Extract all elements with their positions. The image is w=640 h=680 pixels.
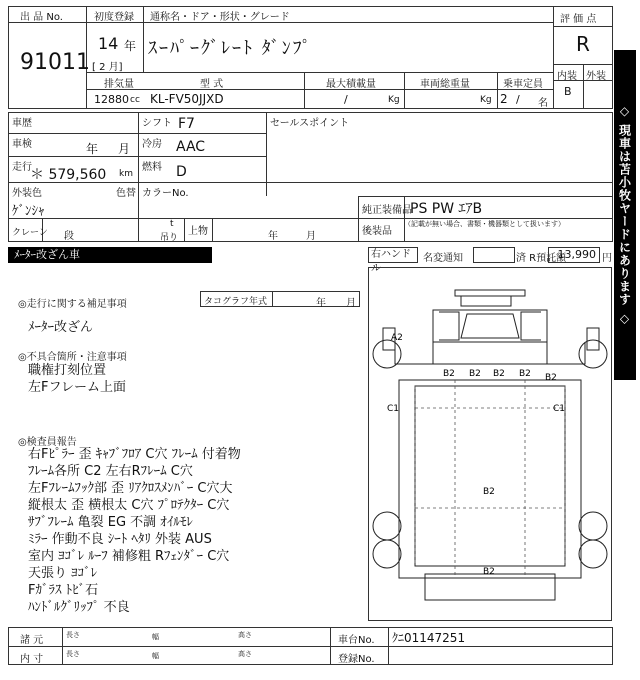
tacho-month-unit: 月 bbox=[346, 298, 356, 309]
displacement-unit: cc bbox=[130, 95, 140, 105]
inspector-line: 左Fﾌﾚｰﾑﾌｯｸ部 歪 ﾘｱｸﾛｽﾒﾝﾊﾞｰ C穴大 bbox=[28, 481, 233, 496]
crane-label: クレーン bbox=[12, 228, 48, 238]
width-label: 幅 bbox=[152, 652, 159, 660]
inspector-title: ◎検査員報告 bbox=[18, 437, 77, 448]
exterior-label: 外装 bbox=[586, 71, 606, 82]
max-load-unit: Kg bbox=[388, 95, 400, 105]
history-label: 車歴 bbox=[12, 118, 32, 129]
equipment-label: 純正装備品 bbox=[362, 205, 412, 216]
gross-weight-label: 車両総重量 bbox=[420, 79, 470, 90]
location-banner-text: ◇ 現車は苫小牧ヤードにあります ◇ bbox=[617, 103, 632, 327]
ac-value: AAC bbox=[176, 139, 206, 155]
defect-title: ◎不具合箇所・注意事項 bbox=[18, 352, 127, 363]
inspector-line: 右Fﾋﾟﾗｰ 歪 ｷｬﾌﾞﾌﾛｱ C穴 ﾌﾚｰﾑ 付着物 bbox=[28, 447, 241, 462]
tacho-label: タコグラフ年式 bbox=[204, 297, 268, 307]
ext-color-value: ｹﾞﾝｼｬ bbox=[12, 204, 45, 219]
first-reg-month: [ 2 月] bbox=[92, 62, 123, 73]
diagram-mark-c1: C1 bbox=[387, 404, 400, 414]
year-unit: 年 bbox=[124, 39, 137, 53]
tax-unit: 円 bbox=[602, 253, 612, 264]
chassis-no: ｸﾆ01147251 bbox=[392, 631, 466, 645]
displacement-value: 12880 bbox=[94, 93, 129, 106]
interior-dims-label: 内 寸 bbox=[20, 654, 44, 665]
right-hand-badge: 右ハンドル bbox=[368, 247, 418, 263]
diagram-mark-b2: B2 bbox=[483, 487, 495, 497]
crane-hanging: 吊り bbox=[160, 233, 179, 243]
diagram-mark-b2: B2 bbox=[519, 369, 531, 379]
model-label: 型 式 bbox=[200, 79, 224, 90]
diagram-mark-b2: B2 bbox=[443, 369, 455, 379]
color-change-label: 色替 bbox=[116, 188, 136, 199]
fuel-value: D bbox=[176, 164, 187, 180]
fuel-label: 燃料 bbox=[142, 162, 162, 173]
ac-label: 冷房 bbox=[142, 139, 162, 150]
color-no-label: カラーNo. bbox=[142, 188, 189, 199]
inspector-line: 室内 ﾖｺﾞﾚ ﾙｰﾌ 補修粗 Rﾌｪﾝﾀﾞｰ C穴 bbox=[28, 549, 230, 564]
grade-value: R bbox=[576, 32, 590, 56]
mileage-label: 走行 bbox=[12, 162, 32, 173]
interior-grade: B bbox=[564, 85, 572, 98]
upper-label: 上物 bbox=[188, 226, 208, 237]
height-label: 高さ bbox=[238, 631, 252, 639]
inspector-line: ﾊﾝﾄﾞﾙｸﾞﾘｯﾌﾟ 不良 bbox=[28, 600, 130, 615]
defect-line: 職権打刻位置 bbox=[28, 363, 107, 378]
defect-lines bbox=[28, 362, 126, 396]
diagram-mark-b2: B2 bbox=[493, 369, 505, 379]
inspector-line: ﾌﾚｰﾑ各所 C2 左右Rﾌﾚｰﾑ C穴 bbox=[28, 464, 193, 479]
tax-label: 済 R預託額 bbox=[516, 253, 567, 264]
first-reg-label: 初度登録 bbox=[94, 12, 134, 23]
gross-weight-unit: Kg bbox=[480, 95, 492, 105]
diagram-mark-b2: B2 bbox=[545, 373, 557, 383]
name-label: 通称名・ドア・形状・グレード bbox=[150, 12, 290, 23]
shift-label: シフト bbox=[142, 118, 172, 129]
upper-year-unit: 年 bbox=[268, 231, 278, 242]
length-label: 長さ bbox=[66, 631, 80, 639]
capacity-unit: 名 bbox=[538, 98, 548, 109]
diagram-mark-b2: B2 bbox=[469, 369, 481, 379]
diagram-mark-c1: C1 bbox=[553, 404, 566, 414]
model-value: KL-FV50JJXD bbox=[150, 92, 224, 106]
odometer-warning: ﾒｰﾀｰ改ざん車 bbox=[8, 247, 212, 263]
inspector-line: ｻﾌﾞﾌﾚｰﾑ 亀裂 EG 不調 ｵｲﾙﾓﾚ bbox=[28, 515, 193, 530]
diagram-mark-b2: B2 bbox=[483, 567, 495, 577]
truck-outline bbox=[369, 268, 611, 620]
inspector-lines bbox=[28, 446, 241, 616]
name-change-label: 名変通知 bbox=[423, 253, 463, 264]
length-label: 長さ bbox=[66, 650, 80, 658]
max-load-value: / bbox=[344, 93, 348, 106]
crane-stage-unit: 段 bbox=[64, 231, 74, 242]
inspection-label: 車検 bbox=[12, 139, 32, 150]
location-banner bbox=[614, 50, 636, 380]
inspector-line: 縦根太 歪 横根太 C穴 ﾌﾟﾛﾃｸﾀｰ C穴 bbox=[28, 498, 230, 513]
defect-line: 左Fフレーム上面 bbox=[28, 380, 126, 395]
capacity-value: 2 bbox=[500, 92, 508, 106]
inspection-year-unit: 年 bbox=[86, 142, 99, 156]
aftermarket-note: （記載が無い場合、書類・機器類として扱います） bbox=[404, 220, 565, 228]
height-label: 高さ bbox=[238, 650, 252, 658]
inspector-line: ﾐﾗｰ 作動不良 ｼｰﾄ ﾍﾀﾘ 外装 AUS bbox=[28, 532, 212, 547]
driving-notes-text: ﾒｰﾀｰ改ざん bbox=[28, 320, 94, 335]
car-name: ｽｰﾊﾟｰｸﾞﾚｰﾄ ﾀﾞﾝﾌﾟ bbox=[148, 38, 313, 59]
reg-label: 登録No. bbox=[338, 654, 375, 665]
interior-label: 内装 bbox=[557, 71, 577, 82]
ext-color-label: 外装色 bbox=[12, 188, 42, 199]
mileage-value: ＊ 579,560 bbox=[30, 167, 107, 183]
mileage-unit: km bbox=[119, 169, 133, 179]
driving-notes-title: ◎走行に関する補足事項 bbox=[18, 299, 127, 310]
selling-points-label: セールスポイント bbox=[270, 118, 350, 129]
aftermarket-label: 後装品 bbox=[362, 226, 392, 237]
inspection-month-unit: 月 bbox=[118, 142, 131, 156]
displacement-label: 排気量 bbox=[104, 79, 134, 90]
shift-value: F7 bbox=[178, 116, 195, 132]
capacity-sep: / bbox=[516, 93, 520, 106]
max-load-label: 最大積載量 bbox=[326, 79, 376, 90]
lot-label: 出 品 No. bbox=[20, 12, 63, 23]
tax-value: 13,990 bbox=[548, 247, 600, 263]
lot-number: 91011 bbox=[20, 50, 90, 75]
grade-label: 評 価 点 bbox=[560, 14, 597, 25]
equipment-value: PS PW ｴｱB bbox=[410, 201, 483, 217]
width-label: 幅 bbox=[152, 633, 159, 641]
capacity-label: 乗車定員 bbox=[503, 79, 543, 90]
crane-ton-unit: t bbox=[170, 219, 174, 229]
inspector-line: 天張り ﾖｺﾞﾚ bbox=[28, 566, 98, 581]
chassis-label: 車台No. bbox=[338, 635, 375, 646]
truck-diagram bbox=[368, 267, 612, 621]
dims-label: 諸 元 bbox=[20, 635, 44, 646]
first-reg-year: 14 bbox=[98, 34, 119, 53]
tacho-year-unit: 年 bbox=[316, 298, 326, 309]
inspector-line: Fｶﾞﾗｽ ﾄﾋﾞ石 bbox=[28, 583, 99, 598]
name-change-box bbox=[473, 247, 515, 263]
diagram-mark-a2: A2 bbox=[391, 333, 403, 343]
upper-month-unit: 月 bbox=[306, 231, 316, 242]
